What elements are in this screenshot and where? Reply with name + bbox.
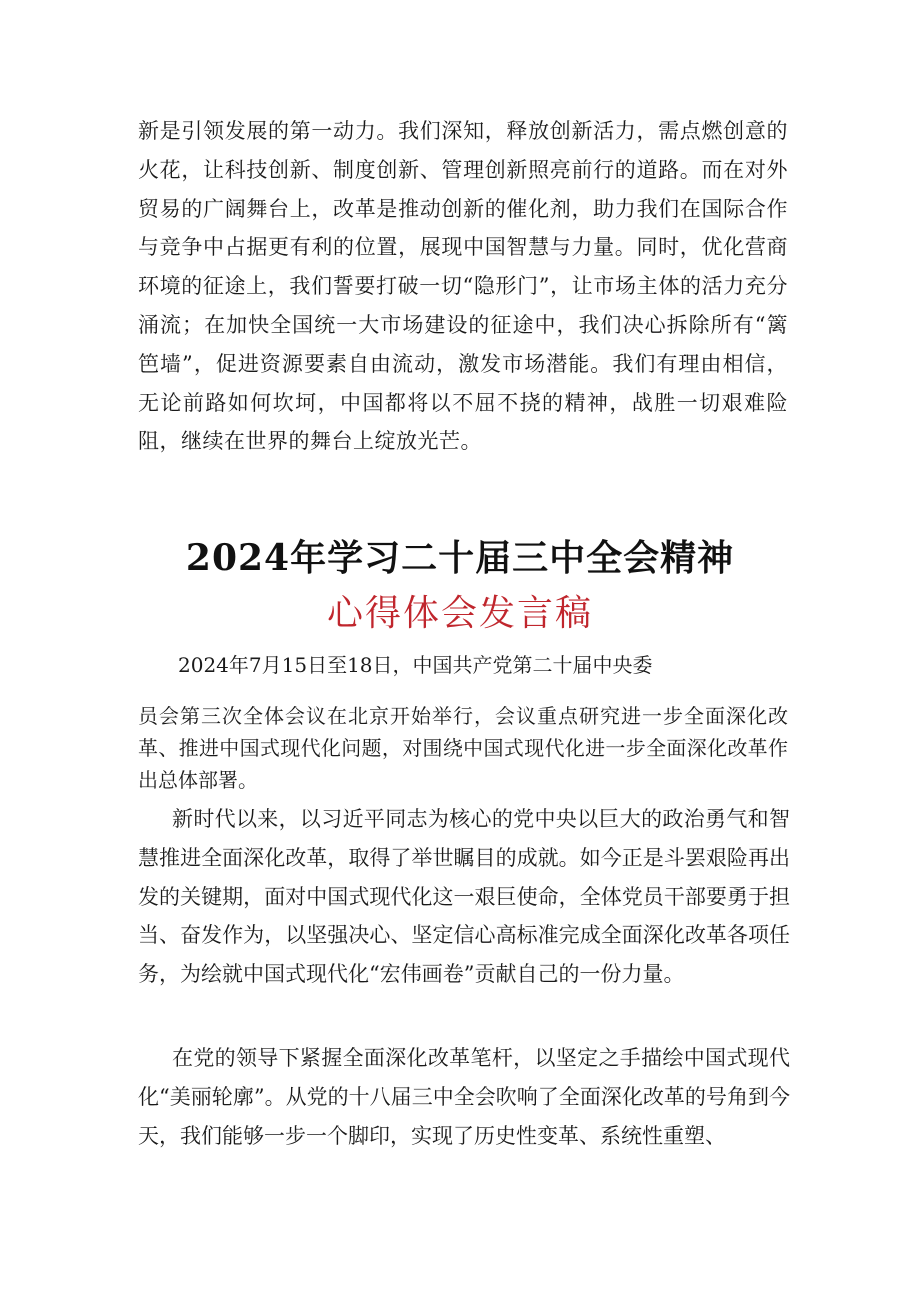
intro-first-line: 2024年7月15日至18日，中国共产党第二十届中央委 — [178, 653, 653, 677]
paragraph-new-era: 新时代以来，以习近平同志为核心的党中央以巨大的政治勇气和智慧推进全面深化改革，取得了举世瞩目的成就。如今正是斗罢艰险再出发的关键期，面对中国式现代化这一艰巨使命，全体党员干部要勇于担当、奋发作为，以坚强决心、坚定信心高标准完成全面深化改革各项任务，为绘就中国式现代化“宏伟画卷”贡献自己的一份力量。 — [138, 807, 790, 987]
paragraph-top: 新是引领发展的第一动力。我们深知，释放创新活力，需点燃创意的火花，让科技创新、制度创新、管理创新照亮前行的道路。而在对外贸易的广阔舞台上，改革是推动创新的催化剂，助力我们在国际合作与竞争中占据更有利的位置，展现中国智慧与力量。同时，优化营商环境的征途上，我们誓要打破一切“隐形门”，让市场主体的活力充分涌流；在加快全国统一大市场建设的征途中，我们决心拆除所有“篱笆墙”，促进资源要素自由流动，激发市场潜能。我们有理由相信，无论前路如何坎坷，中国都将以不屈不挠的精神，战胜一切艰难险阻，继续在世界的舞台上绽放光芒。 — [138, 119, 788, 454]
document-title: 2024年学习二十届三中全会精神 — [185, 537, 735, 579]
paragraph-party-leadership: 在党的领导下紧握全面深化改革笔杆，以坚定之手描绘中国式现代化“美丽轮廓”。从党的十八届三中全会吹响了全面深化改革的号角到今天，我们能够一步一个脚印，实现了历史性变革、系统性重塑、 — [138, 1046, 790, 1148]
intro-continuation: 员会第三次全体会议在北京开始举行，会议重点研究进一步全面深化改革、推进中国式现代化问题，对围绕中国式现代化进一步全面深化改革作出总体部署。 — [138, 704, 788, 792]
document-subtitle: 心得体会发言稿 — [326, 593, 593, 634]
